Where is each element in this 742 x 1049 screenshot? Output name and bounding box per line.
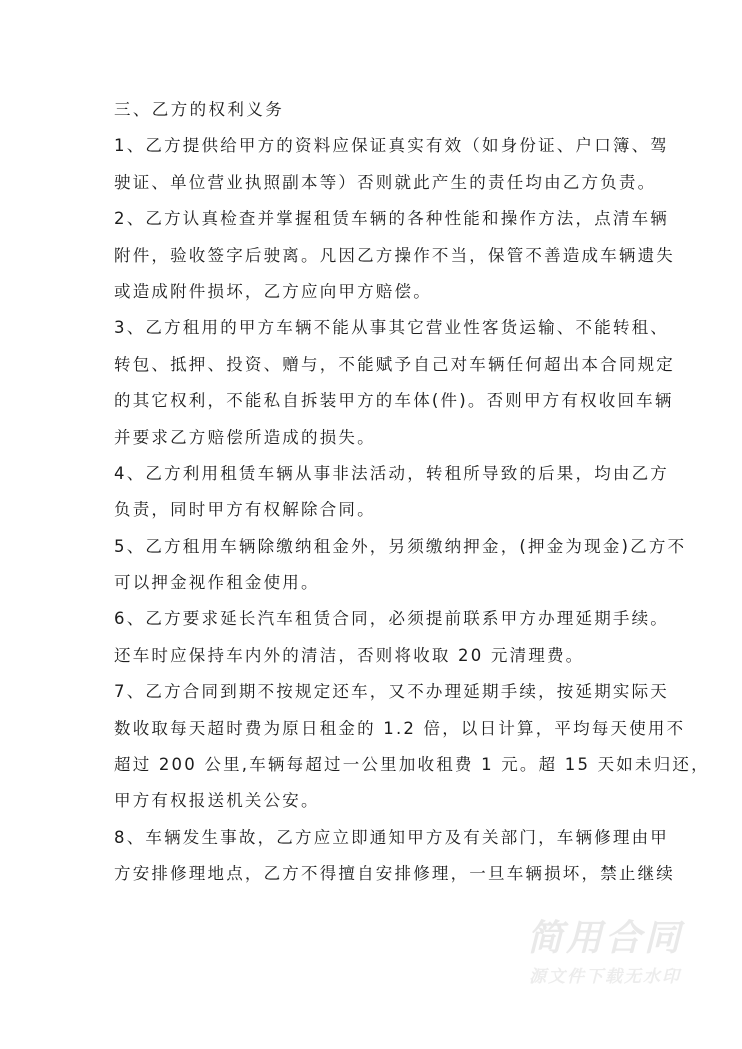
watermark-subtitle: 源文件下载无水印 bbox=[529, 967, 681, 987]
watermark bbox=[505, 918, 705, 990]
text-line: 4、乙方利用租赁车辆从事非法活动，转租所导致的后果，均由乙方 bbox=[114, 463, 669, 483]
text-line: 2、乙方认真检查并掌握租赁车辆的各种性能和操作方法，点清车辆 bbox=[114, 209, 669, 229]
text-line: 数收取每天超时费为原日租金的 1.2 倍，以日计算，平均每天使用不 bbox=[114, 718, 686, 738]
text-line: 负责，同时甲方有权解除合同。 bbox=[114, 500, 376, 520]
text-line: 的其它权利，不能私自拆装甲方的车体(件)。否则甲方有权收回车辆 bbox=[114, 391, 674, 411]
text-line: 1、乙方提供给甲方的资料应保证真实有效（如身份证、户口簿、驾 bbox=[114, 136, 669, 156]
text-line: 8、车辆发生事故，乙方应立即通知甲方及有关部门，车辆修理由甲 bbox=[114, 827, 669, 847]
text-line: 或造成附件损坏，乙方应向甲方赔偿。 bbox=[114, 281, 432, 301]
text-line: 转包、抵押、投资、赠与，不能赋予自己对车辆任何超出本合同规定 bbox=[114, 354, 675, 374]
text-line: 可以押金视作租金使用。 bbox=[114, 573, 320, 593]
text-line: 附件，验收签字后驶离。凡因乙方操作不当，保管不善造成车辆遗失 bbox=[114, 245, 675, 265]
text-line: 方安排修理地点，乙方不得擅自安排修理，一旦车辆损坏，禁止继续 bbox=[114, 864, 675, 884]
text-line: 并要求乙方赔偿所造成的损失。 bbox=[114, 427, 376, 447]
text-line: 甲方有权报送机关公安。 bbox=[114, 791, 320, 811]
watermark-title: 简用合同 bbox=[526, 918, 683, 959]
text-line: 超过 200 公里,车辆每超过一公里加收租费 1 元。超 15 天如未归还， bbox=[114, 755, 710, 775]
text-line: 5、乙方租用车辆除缴纳租金外，另须缴纳押金，(押金为现金)乙方不 bbox=[114, 536, 687, 556]
text-line: 6、乙方要求延长汽车租赁合同，必须提前联系甲方办理延期手续。 bbox=[114, 609, 669, 629]
document-body bbox=[114, 92, 710, 893]
section-heading: 三、乙方的权利义务 bbox=[114, 100, 285, 119]
text-line: 还车时应保持车内外的清洁，否则将收取 20 元清理费。 bbox=[114, 645, 585, 665]
text-line: 7、乙方合同到期不按规定还车，又不办理延期手续，按延期实际天 bbox=[114, 682, 669, 702]
text-line: 3、乙方租用的甲方车辆不能从事其它营业性客货运输、不能转租、 bbox=[114, 318, 669, 338]
text-line: 驶证、单位营业执照副本等）否则就此产生的责任均由乙方负责。 bbox=[114, 172, 657, 192]
